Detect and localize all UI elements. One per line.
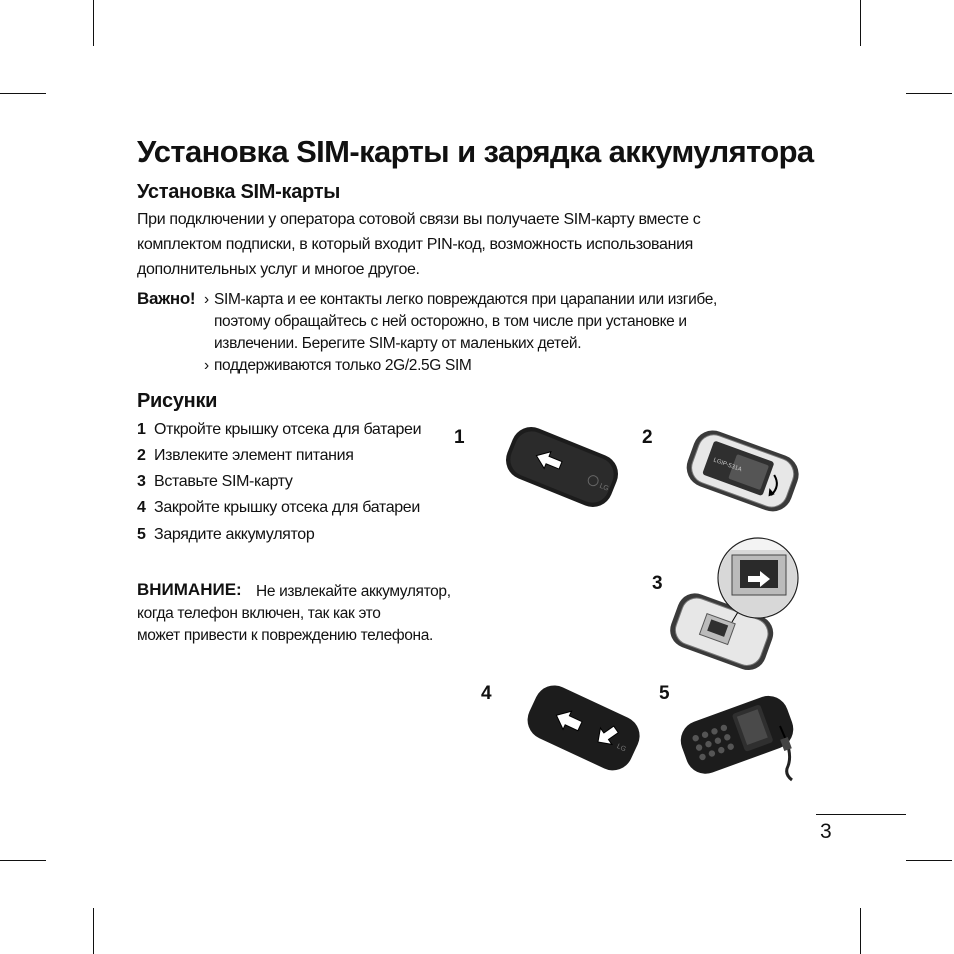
figure-4-illustration — [522, 680, 646, 774]
intro-line: комплектом подписки, в который входит PIN-код, возможность использования — [137, 236, 693, 253]
crop-mark — [906, 860, 952, 861]
figure-label-3: 3 — [652, 573, 663, 594]
intro-line: При подключении у оператора сотовой связи вы получаете SIM-карту вместе с — [137, 211, 701, 228]
page-title: Установка SIM-карты и зарядка аккумулятора — [137, 134, 814, 169]
crop-mark — [93, 0, 94, 46]
crop-mark — [0, 93, 46, 94]
crop-mark — [93, 908, 94, 954]
page-number: 3 — [820, 820, 832, 843]
important-line: извлечении. Берегите SIM-карту от маленьких детей. — [214, 335, 582, 352]
figures-heading: Рисунки — [137, 390, 218, 412]
figure-3-illustration — [672, 530, 804, 670]
step-item: 5 Зарядите аккумулятор — [137, 526, 315, 543]
step-item: 3 Вставьте SIM-карту — [137, 473, 293, 490]
warning-line: может привести к повреждению телефона. — [137, 627, 433, 644]
figure-label-4: 4 — [481, 683, 492, 704]
brand-logo: LG — [615, 743, 627, 754]
intro-line: дополнительных услуг и многое другое. — [137, 261, 420, 278]
brand-logo: LG — [598, 482, 610, 493]
crop-mark — [860, 0, 861, 46]
warning-line: Не извлекайте аккумулятор, — [256, 583, 451, 600]
figure-label-1: 1 — [454, 427, 465, 448]
bullet-marker: › — [204, 357, 209, 374]
figure-5-illustration — [676, 684, 808, 780]
figure-1-illustration — [500, 422, 624, 512]
figure-label-5: 5 — [659, 683, 670, 704]
figure-label-2: 2 — [642, 427, 653, 448]
crop-mark — [860, 908, 861, 954]
bullet-marker: › — [204, 291, 209, 308]
page-number-rule — [816, 814, 906, 815]
important-line: SIM-карта и ее контакты легко повреждаются при царапании или изгибе, — [214, 291, 717, 308]
battery-label: LGIP-531A — [712, 457, 743, 474]
sim-section-heading: Установка SIM-карты — [137, 181, 340, 203]
step-item: 4 Закройте крышку отсека для батареи — [137, 499, 420, 516]
warning-label: ВНИМАНИЕ: — [137, 580, 242, 599]
important-line: поддерживаются только 2G/2.5G SIM — [214, 357, 472, 374]
crop-mark — [0, 860, 46, 861]
step-item: 1 Откройте крышку отсека для батареи — [137, 421, 422, 438]
figure-2-illustration — [684, 424, 802, 516]
important-line: поэтому обращайтесь с ней осторожно, в том числе при установке и — [214, 313, 687, 330]
important-label: Важно! — [137, 289, 196, 308]
warning-line: когда телефон включен, так как это — [137, 605, 381, 622]
crop-mark — [906, 93, 952, 94]
step-item: 2 Извлеките элемент питания — [137, 447, 354, 464]
